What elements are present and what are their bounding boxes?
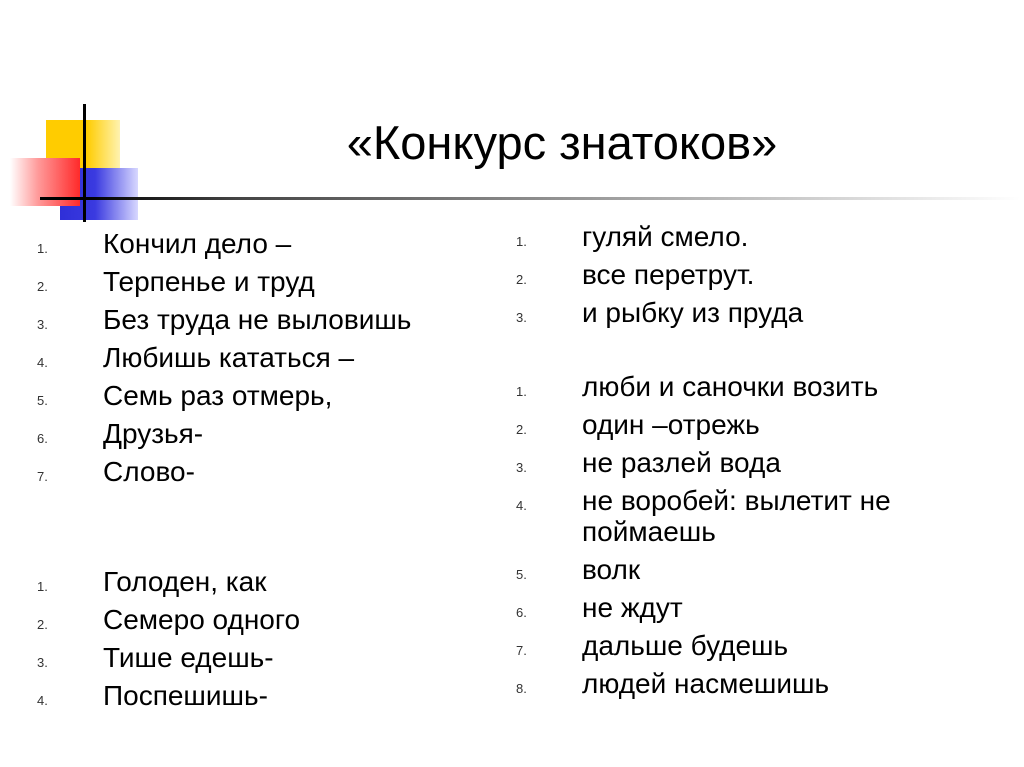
item-text: волк xyxy=(582,554,641,585)
item-number: 7. xyxy=(37,469,48,484)
item-number: 1. xyxy=(37,241,48,256)
list-item xyxy=(37,266,433,297)
list-item xyxy=(37,680,433,711)
list-item xyxy=(516,554,1002,585)
item-text: дальше будешь xyxy=(582,630,789,661)
list-item xyxy=(516,668,1002,699)
item-number: 4. xyxy=(37,693,48,708)
list-item xyxy=(516,409,1002,440)
list-item xyxy=(37,304,433,335)
item-number: 5. xyxy=(37,393,48,408)
item-text: Слово- xyxy=(103,456,195,487)
item-number: 2. xyxy=(516,272,527,287)
item-text: Любишь кататься – xyxy=(103,342,355,373)
item-text: Друзья- xyxy=(103,418,204,449)
list-item xyxy=(516,447,1002,478)
item-text: Семь раз отмерь, xyxy=(103,380,333,411)
list-item xyxy=(37,418,433,449)
list-item xyxy=(37,380,433,411)
item-number: 3. xyxy=(37,317,48,332)
item-text: Кончил дело – xyxy=(103,228,292,259)
item-number: 2. xyxy=(516,422,527,437)
item-text: гуляй смело. xyxy=(582,221,749,252)
item-text: один –отрежь xyxy=(582,409,760,440)
item-text: все перетрут. xyxy=(582,259,755,290)
item-text: Голоден, как xyxy=(103,566,267,597)
item-text: Без труда не выловишь xyxy=(103,304,412,335)
list-item xyxy=(37,566,433,597)
item-number: 4. xyxy=(516,498,527,513)
item-text: Терпенье и труд xyxy=(103,266,315,297)
proverb-endings-list-2 xyxy=(516,371,1002,706)
list-item xyxy=(516,221,1002,252)
list-item xyxy=(516,485,1002,547)
list-item xyxy=(37,228,433,259)
item-number: 1. xyxy=(516,384,527,399)
list-item xyxy=(37,642,433,673)
item-number: 3. xyxy=(37,655,48,670)
item-text: Поспешишь- xyxy=(103,680,268,711)
item-number: 3. xyxy=(516,310,527,325)
title-underline xyxy=(40,197,1020,200)
item-text: не воробей: вылетит не поймаешь xyxy=(582,485,891,547)
item-number: 6. xyxy=(516,605,527,620)
list-item xyxy=(516,371,1002,402)
proverb-endings-list-1 xyxy=(516,221,1002,335)
list-item xyxy=(37,342,433,373)
item-text: не разлей вода xyxy=(582,447,781,478)
item-number: 5. xyxy=(516,567,527,582)
list-item xyxy=(516,297,1002,328)
list-item xyxy=(516,630,1002,661)
item-number: 3. xyxy=(516,460,527,475)
item-text: люби и саночки возить xyxy=(582,371,879,402)
item-number: 2. xyxy=(37,279,48,294)
proverb-starts-list-1 xyxy=(37,228,433,494)
item-text: и рыбку из пруда xyxy=(582,297,804,328)
item-number: 8. xyxy=(516,681,527,696)
item-number: 6. xyxy=(37,431,48,446)
item-text: людей насмешишь xyxy=(582,668,830,699)
item-number: 7. xyxy=(516,643,527,658)
item-text: не ждут xyxy=(582,592,683,623)
item-number: 1. xyxy=(516,234,527,249)
list-item xyxy=(37,456,433,487)
item-text: Семеро одного xyxy=(103,604,301,635)
item-number: 1. xyxy=(37,579,48,594)
item-number: 4. xyxy=(37,355,48,370)
list-item xyxy=(516,259,1002,290)
list-item xyxy=(37,604,433,635)
slide-title: «Конкурс знатоков» xyxy=(346,116,778,169)
proverb-starts-list-2 xyxy=(37,566,433,718)
list-item xyxy=(516,592,1002,623)
item-number: 2. xyxy=(37,617,48,632)
item-text: Тише едешь- xyxy=(103,642,274,673)
